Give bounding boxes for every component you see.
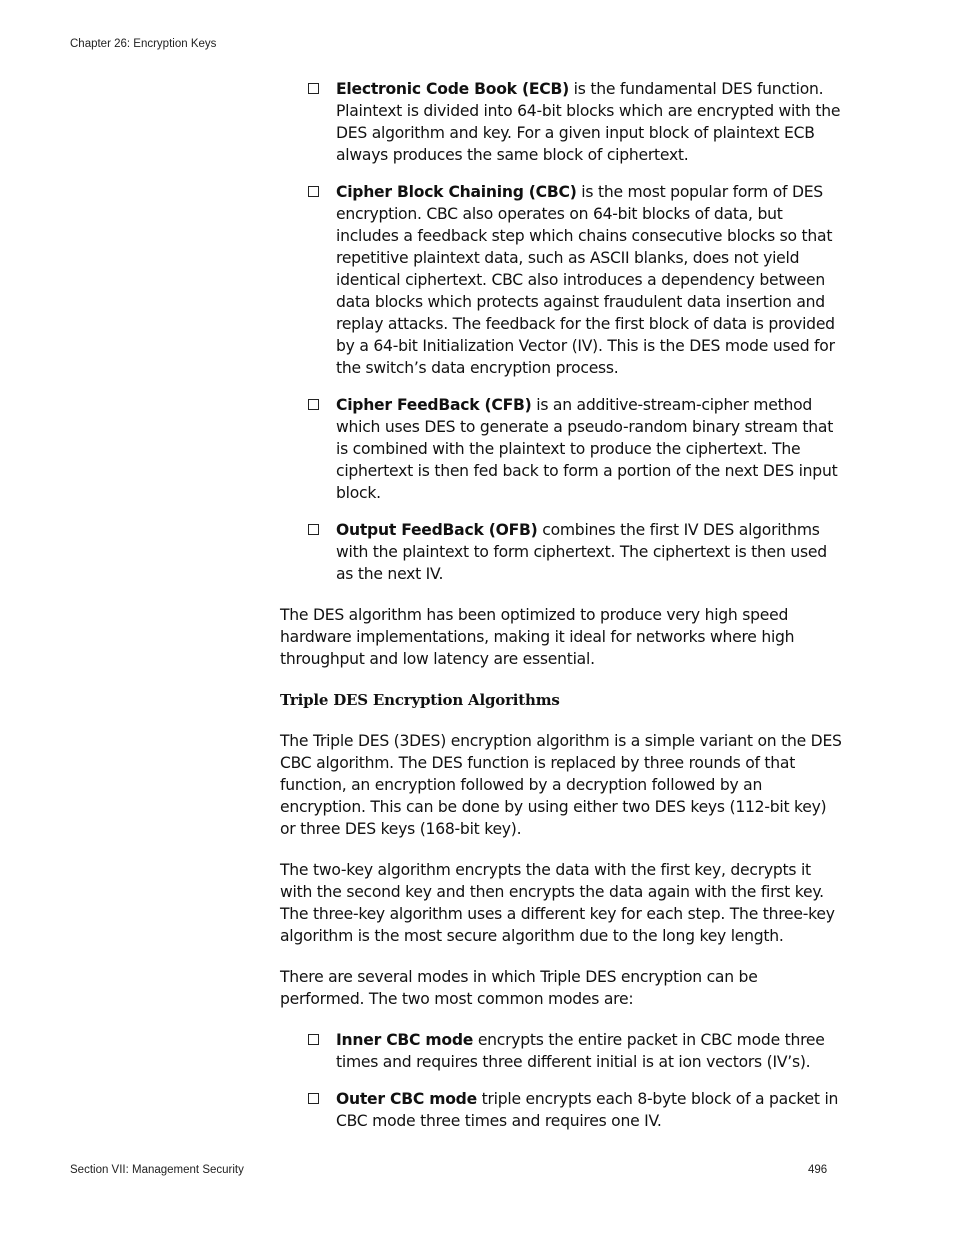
list-item-ecb [280, 78, 846, 166]
checkbox-bullet-icon [308, 1093, 319, 1104]
description-inner-cbc: encrypts the entire packet in CBC mode three times and requires three different initial is at ion vectors (IV’s). [336, 1031, 825, 1071]
description-ecb: is the fundamental DES function. Plaintext is divided into 64-bit blocks which are encrypted with the DES algorithm and key. For a given input block of plaintext ECB always produces the same block of ciphertext. [336, 80, 841, 164]
triple-des-paragraph-2: The two-key algorithm encrypts the data with the first key, decrypts it with the second key and then encrypts the data again with the first key. The three-key algorithm uses a different key for each step. The three-key algorithm is the most secure algorithm due to the long key length. [280, 861, 835, 945]
triple-des-paragraph-1: The Triple DES (3DES) encryption algorithm is a simple variant on the DES CBC algorithm. The DES function is replaced by three rounds of that function, an encryption followed by a decryption followed by an encryption. This can be done by using either two DES keys (112-bit key) or three DES keys (168-bit key). [280, 732, 842, 838]
list-item-ofb [280, 519, 846, 585]
des-summary-paragraph: The DES algorithm has been optimized to produce very high speed hardware implementations, making it ideal for networks where high throughput and low latency are essential. [280, 606, 795, 668]
term-cfb: Cipher FeedBack (CFB) [336, 396, 532, 414]
section-heading-triple-des: Triple DES Encryption Algorithms [280, 691, 560, 709]
checkbox-bullet-icon [308, 1034, 319, 1045]
checkbox-bullet-icon [308, 399, 319, 410]
des-modes-list [280, 78, 846, 585]
description-ofb: combines the first IV DES algorithms with the plaintext to form ciphertext. The ciphertext is then used as the next IV. [336, 521, 827, 583]
term-inner-cbc: Inner CBC mode [336, 1031, 474, 1049]
triple-des-modes-list [280, 1029, 846, 1132]
term-ecb: Electronic Code Book (ECB) [336, 80, 569, 98]
page-content [280, 78, 846, 1147]
running-footer-section: Section VII: Management Security [70, 1164, 244, 1176]
term-outer-cbc: Outer CBC mode [336, 1090, 477, 1108]
checkbox-bullet-icon [308, 83, 319, 94]
term-cbc: Cipher Block Chaining (CBC) [336, 183, 577, 201]
description-cbc: is the most popular form of DES encryption. CBC also operates on 64-bit blocks of data, but includes a feedback step which chains consecutive blocks so that repetitive plaintext data, such as ASCII blanks, does not yield identical ciphertext. CBC also introduces a dependency between data blocks which protects against fraudulent data insertion and replay attacks. The feedback for the first block of data is provided by a 64-bit Initialization Vector (IV). This is the DES mode used for the switch’s data encryption process. [336, 183, 835, 377]
checkbox-bullet-icon [308, 524, 319, 535]
list-item-outer-cbc [280, 1088, 846, 1132]
triple-des-paragraph-3: There are several modes in which Triple DES encryption can be performed. The two most common modes are: [280, 968, 758, 1008]
running-header-chapter: Chapter 26: Encryption Keys [70, 38, 217, 50]
page-number: 496 [808, 1164, 828, 1176]
checkbox-bullet-icon [308, 186, 319, 197]
list-item-cfb [280, 394, 846, 504]
description-cfb: is an additive-stream-cipher method which uses DES to generate a pseudo-random binary stream that is combined with the plaintext to produce the ciphertext. The ciphertext is then fed back to form a portion of the next DES input block. [336, 396, 838, 502]
description-outer-cbc: triple encrypts each 8-byte block of a packet in CBC mode three times and requires one IV. [336, 1090, 839, 1130]
term-ofb: Output FeedBack (OFB) [336, 521, 538, 539]
list-item-cbc [280, 181, 846, 379]
list-item-inner-cbc [280, 1029, 846, 1073]
